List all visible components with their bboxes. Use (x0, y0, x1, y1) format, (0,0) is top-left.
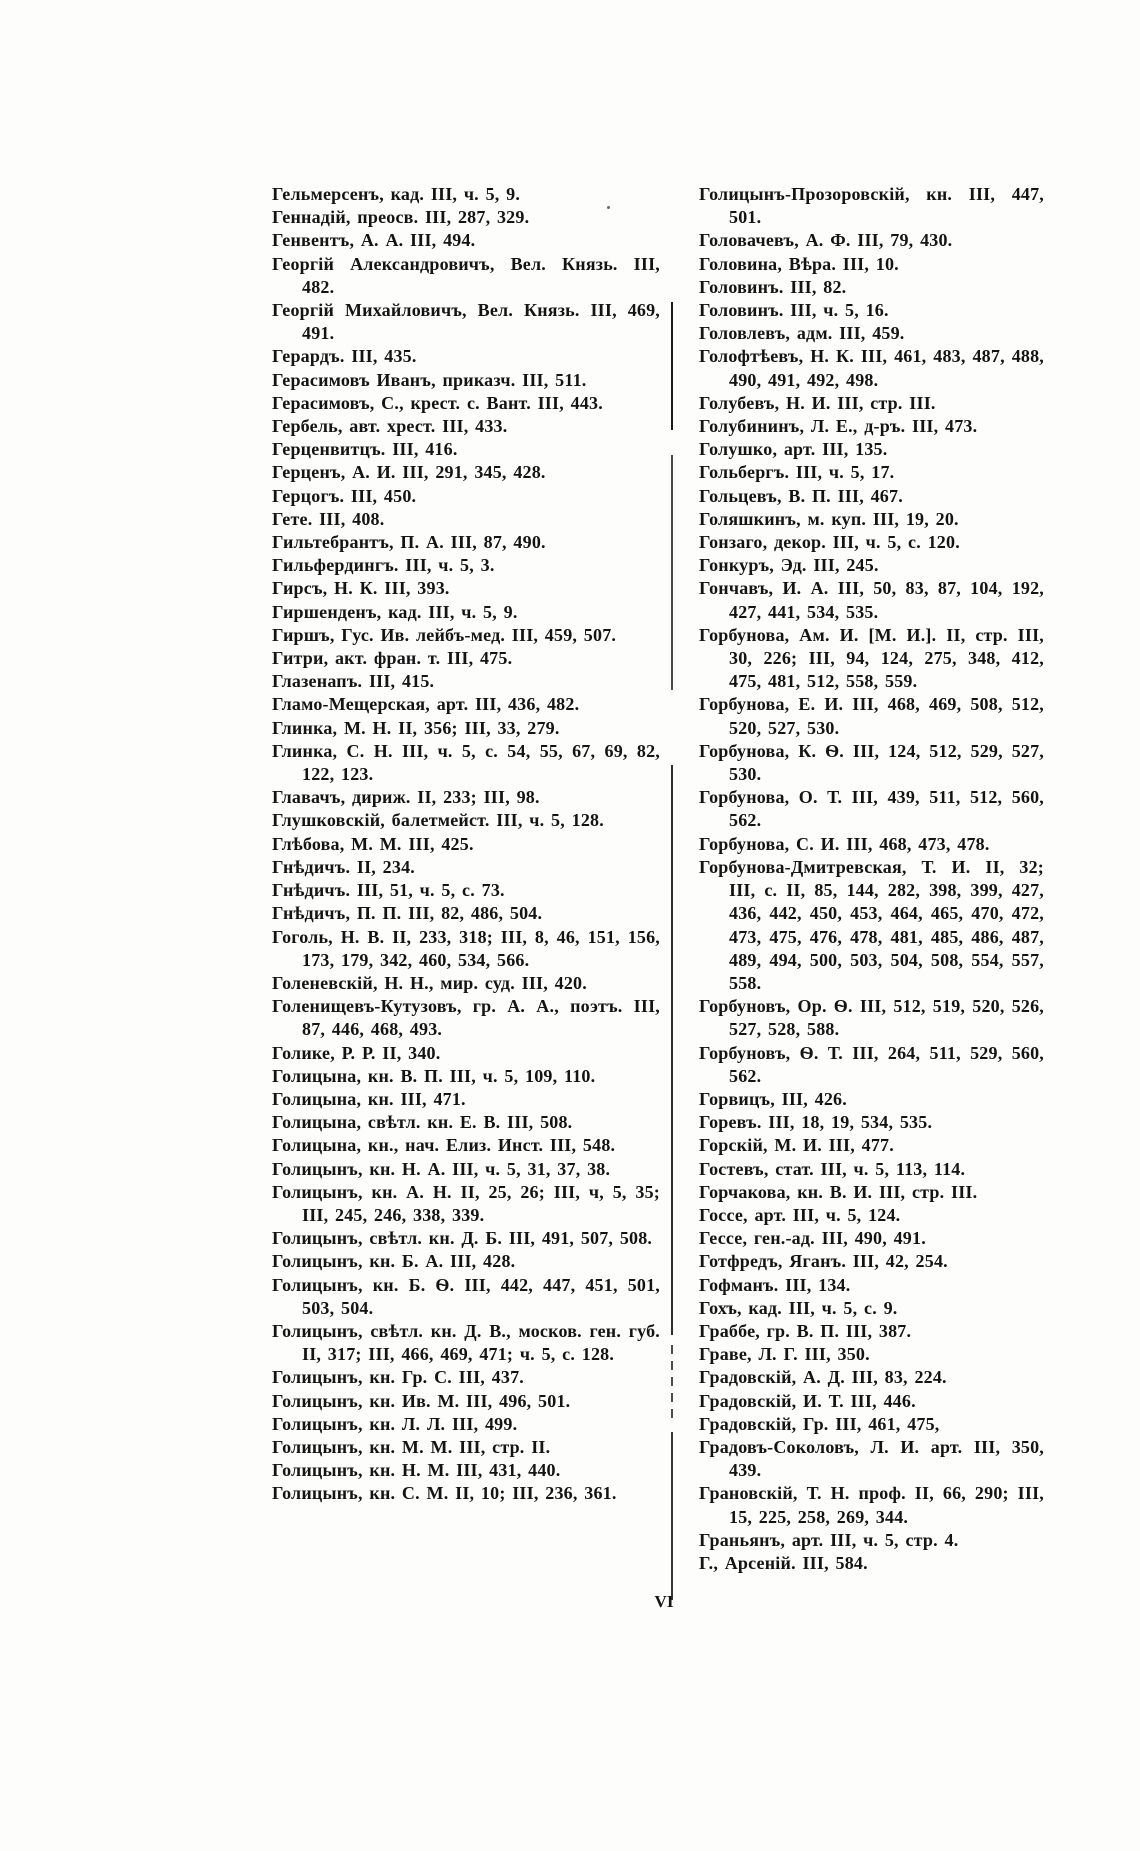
index-entry: Гессе, ген.-ад. III, 490, 491. (699, 1228, 926, 1249)
index-entry: Граве, Л. Г. III, 350. (699, 1344, 870, 1365)
index-entry: Голицынъ, кн. Гр. С. III, 437. (272, 1367, 524, 1388)
index-entry: Горбунова, О. Т. III, 439, 511, 512, 560, 562. (699, 787, 1044, 831)
index-entry: Гольцевъ, В. П. III, 467. (699, 485, 903, 506)
column-divider (671, 765, 673, 1335)
index-entry: Глинка, М. Н. II, 356; III, 33, 279. (272, 717, 560, 738)
index-entry: Голицынъ, свѣтл. кн. Д. Б. III, 491, 507, 508. (272, 1228, 653, 1249)
index-entry: Герцогъ. III, 450. (272, 485, 417, 506)
index-entry: Гнѣдичъ. II, 234. (272, 856, 415, 877)
index-entry: Геннадій, преосв. III, 287, 329. (272, 207, 530, 228)
index-entry: Голубининъ, Л. Е., д-ръ. III, 473. (699, 416, 978, 437)
index-entry: Глѣбова, М. М. III, 425. (272, 833, 474, 854)
index-entry: Горбунова, С. И. III, 468, 473, 478. (699, 833, 990, 854)
index-entry: Голицынъ-Прозоровскій, кн. III, 447, 501. (699, 184, 1044, 228)
index-entry: Градовскій, И. Т. III, 446. (699, 1390, 916, 1411)
index-entry: Георгій Михайловичъ, Вел. Князь. III, 469, 491. (272, 300, 660, 344)
index-entry: Горскій, М. И. III, 477. (699, 1135, 894, 1156)
index-entry: Голицынъ, кн. Б. Ѳ. III, 442, 447, 451, 501, 503, 504. (272, 1274, 660, 1318)
index-entry: Головачевъ, А. Ф. III, 79, 430. (699, 230, 953, 251)
column-divider (671, 1345, 673, 1423)
page-number: VI (654, 1592, 674, 1611)
index-entry: Гитри, акт. фран. т. III, 475. (272, 648, 513, 669)
index-entry: Гильтебрантъ, П. А. III, 87, 490. (272, 532, 546, 553)
index-entry: Голике, Р. Р. II, 340. (272, 1042, 441, 1063)
index-entry: Голицына, кн. III, 471. (272, 1088, 466, 1109)
column-divider (671, 302, 673, 430)
index-entry: Герасимовъ Иванъ, приказч. III, 511. (272, 369, 587, 390)
index-entry: Горевъ. III, 18, 19, 534, 535. (699, 1112, 933, 1133)
index-entry: Горбунова-Дмитревская, Т. И. II, 32; III, с. II, 85, 144, 282, 398, 399, 427, 436, 442, 450, 453, 464, 465, 470, 472, 473, 475, 476, 478, 481, 485, 486, 487, 489, 494, 500, 503, 504, 508, 554, 557, 558. (699, 856, 1044, 993)
index-entry: Гламо-Мещерская, арт. III, 436, 482. (272, 694, 580, 715)
index-entry: Голицына, кн., нач. Елиз. Инст. III, 548. (272, 1135, 616, 1156)
index-entry: Голицынъ, кн. Н. А. III, ч. 5, 31, 37, 38. (272, 1158, 611, 1179)
index-entry: Головлевъ, адм. III, 459. (699, 323, 905, 344)
index-entry: Гончавъ, И. А. III, 50, 83, 87, 104, 192, 427, 441, 534, 535. (699, 578, 1044, 622)
index-entry: Гонзаго, декор. III, ч. 5, с. 120. (699, 532, 960, 553)
index-entry: Голицынъ, кн. Б. А. III, 428. (272, 1251, 516, 1272)
index-entry: Гербель, авт. хрест. III, 433. (272, 416, 508, 437)
index-entry: Градовскій, А. Д. III, 83, 224. (699, 1367, 947, 1388)
index-entry: Гирсъ, Н. К. III, 393. (272, 578, 450, 599)
index-entry: Голеневскій, Н. Н., мир. суд. III, 420. (272, 972, 587, 993)
column-divider (671, 1432, 673, 1600)
index-entry: Головина, Вѣра. III, 10. (699, 253, 899, 274)
index-entry: Главачъ, дириж. II, 233; III, 98. (272, 787, 540, 808)
index-entry: Гильфердингъ. III, ч. 5, 3. (272, 555, 495, 576)
index-column-right (699, 183, 1044, 1575)
index-entry: Градовъ-Соколовъ, Л. И. арт. III, 350, 439. (699, 1436, 1044, 1481)
scan-speck (607, 206, 610, 209)
index-entry: Герценвитцъ. III, 416. (272, 439, 458, 460)
index-entry: Горбуновъ, Ѳ. Т. III, 264, 511, 529, 560, 562. (699, 1042, 1044, 1086)
index-entry: Голубевъ, Н. И. III, стр. III. (699, 392, 936, 413)
index-entry: Голицынъ, кн. С. М. II, 10; III, 236, 361. (272, 1483, 617, 1504)
index-entry: Глинка, С. Н. III, ч. 5, с. 54, 55, 67, 69, 82, 122, 123. (272, 740, 660, 785)
index-entry: Гонкуръ, Эд. III, 245. (699, 555, 879, 576)
index-entry: Горбунова, Е. И. III, 468, 469, 508, 512, 520, 527, 530. (699, 694, 1044, 738)
index-entry: Гельмерсенъ, кад. III, ч. 5, 9. (272, 184, 521, 204)
index-entry: Голицына, кн. В. П. III, ч. 5, 109, 110. (272, 1065, 596, 1086)
index-entry: Гнѣдичъ. III, 51, ч. 5, с. 73. (272, 880, 505, 901)
index-entry: Голофтѣевъ, Н. К. III, 461, 483, 487, 488, 490, 491, 492, 498. (699, 346, 1044, 390)
index-entry: Голицынъ, кн. А. Н. II, 25, 26; III, ч, 5, 35; III, 245, 246, 338, 339. (272, 1181, 660, 1225)
index-entry: Герардъ. III, 435. (272, 346, 417, 367)
index-entry: Гоголь, Н. В. II, 233, 318; III, 8, 46, 151, 156, 173, 179, 342, 460, 534, 566. (272, 926, 660, 970)
index-entry: Генвентъ, А. А. III, 494. (272, 230, 476, 251)
index-entry: Герценъ, А. И. III, 291, 345, 428. (272, 462, 546, 483)
index-entry: Горбуновъ, Ор. Ѳ. III, 512, 519, 520, 526, 527, 528, 588. (699, 996, 1044, 1040)
index-entry: Голенищевъ-Кутузовъ, гр. А. А., поэтъ. III, 87, 446, 468, 493. (272, 996, 660, 1040)
index-entry: Голицынъ, свѣтл. кн. Д. В., москов. ген. губ. II, 317; III, 466, 469, 471; ч. 5, с. 128. (272, 1320, 660, 1365)
index-entry: Госсе, арт. III, ч. 5, 124. (699, 1204, 901, 1225)
index-entry: Головинъ. III, ч. 5, 16. (699, 300, 889, 321)
index-entry: Голицынъ, кн. М. М. III, стр. II. (272, 1436, 551, 1457)
index-entry: Гольбергъ. III, ч. 5, 17. (699, 462, 895, 483)
index-entry: Голушко, арт. III, 135. (699, 439, 888, 460)
index-entry: Голицынъ, кн. Л. Л. III, 499. (272, 1413, 518, 1434)
index-entry: Георгій Александровичъ, Вел. Князь. III, 482. (272, 253, 660, 297)
index-entry: Голяшкинъ, м. куп. III, 19, 20. (699, 508, 959, 529)
column-divider (671, 455, 673, 690)
index-entry: Граббе, гр. В. П. III, 387. (699, 1320, 912, 1341)
index-entry: Горбунова, К. Ѳ. III, 124, 512, 529, 527, 530. (699, 740, 1044, 785)
index-entry: Грановскій, Т. Н. проф. II, 66, 290; III, 15, 225, 258, 269, 344. (699, 1483, 1044, 1527)
index-entry: Горчакова, кн. В. И. III, стр. III. (699, 1181, 978, 1202)
index-entry: Гиршъ, Гус. Ив. лейбъ-мед. III, 459, 507. (272, 624, 617, 645)
index-entry: Граньянъ, арт. III, ч. 5, стр. 4. (699, 1529, 959, 1550)
index-entry: Гофманъ. III, 134. (699, 1274, 851, 1295)
index-entry: Голицына, свѣтл. кн. Е. В. III, 508. (272, 1112, 573, 1133)
index-entry: Г., Арсеній. III, 584. (699, 1552, 868, 1573)
index-entry: Глушковскій, балетмейст. III, ч. 5, 128. (272, 810, 604, 831)
index-entry: Головинъ. III, 82. (699, 276, 847, 297)
index-entry: Горбунова, Ам. И. [М. И.]. II, стр. III, 30, 226; III, 94, 124, 275, 348, 412, 475, 481, 512, 558, 559. (699, 624, 1044, 692)
index-entry: Горвицъ, III, 426. (699, 1088, 847, 1109)
index-entry: Градовскій, Гр. III, 461, 475, (699, 1413, 940, 1434)
index-entry: Готфредъ, Яганъ. III, 42, 254. (699, 1251, 948, 1272)
index-entry: Гостевъ, стат. III, ч. 5, 113, 114. (699, 1158, 966, 1179)
index-entry: Голицынъ, кн. Ив. М. III, 496, 501. (272, 1390, 571, 1411)
index-entry: Голицынъ, кн. Н. М. III, 431, 440. (272, 1460, 561, 1481)
index-entry: Гнѣдичъ, П. П. III, 82, 486, 504. (272, 903, 543, 924)
index-entry: Гохъ, кад. III, ч. 5, с. 9. (699, 1297, 898, 1318)
index-entry: Гете. III, 408. (272, 508, 385, 529)
index-entry: Глазенапъ. III, 415. (272, 671, 435, 692)
index-entry: Герасимовъ, С., крест. с. Вант. III, 443. (272, 392, 603, 413)
index-column-left (272, 183, 660, 1506)
index-entry: Гиршенденъ, кад. III, ч. 5, 9. (272, 601, 518, 622)
